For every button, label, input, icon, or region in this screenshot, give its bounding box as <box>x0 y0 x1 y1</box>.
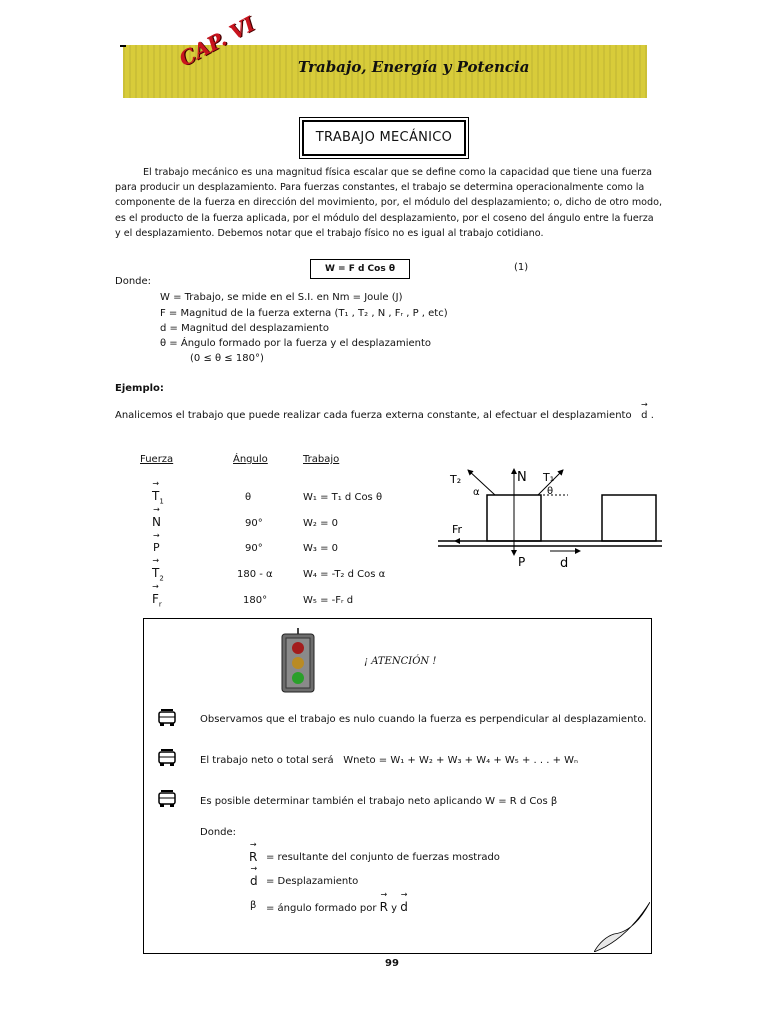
def-text-d: = Desplazamiento <box>266 876 359 887</box>
angle-value: θ <box>245 492 252 503</box>
page-number: 99 <box>385 958 399 969</box>
d-vector: → d <box>250 874 258 888</box>
label-p: P <box>518 555 526 569</box>
d-vector: → d <box>400 900 408 914</box>
example-end: . <box>650 410 654 421</box>
car-icon <box>157 708 177 728</box>
definition-theta: θ = Ángulo formado por la fuerza y el desplazamiento <box>160 338 431 349</box>
note-2-prefix: El trabajo neto o total será <box>200 755 334 766</box>
section-title <box>302 120 466 156</box>
label-d: d <box>560 556 569 571</box>
example-sentence: Analicemos el trabajo que puede realizar cada fuerza externa constante, al efectuar el desplazamiento <box>115 410 632 421</box>
attention-donde: Donde: <box>200 827 237 838</box>
work-value: W₂ = 0 <box>303 518 338 529</box>
work-value: W₃ = 0 <box>303 543 338 554</box>
col-fuerza: Fuerza <box>140 454 174 465</box>
attention-note-1: Observamos que el trabajo es nulo cuando la fuerza es perpendicular al desplazamiento. <box>200 714 647 725</box>
definition-f: F = Magnitud de la fuerza externa (T₁ , T₂ , N , Fᵣ , P , etc) <box>160 308 448 319</box>
work-value: W₅ = -Fᵣ d <box>303 595 354 606</box>
force-sub: r <box>158 600 162 609</box>
formula-number: (1) <box>514 262 529 273</box>
car-icon <box>157 789 177 809</box>
intro-line: es el producto de la fuerza aplicada, por el módulo del desplazamiento, por el coseno del ángulo entre la fuerza <box>115 212 654 224</box>
force-sub: 1 <box>159 497 164 506</box>
and-word: y <box>391 903 398 914</box>
angle-value: 180 - α <box>237 569 273 580</box>
net-work-formula: Wneto = W₁ + W₂ + W₃ + W₄ + W₅ + . . . + Wₙ <box>343 755 579 766</box>
example-text <box>115 410 654 421</box>
work-formula: W = F d Cos θ <box>310 259 410 279</box>
col-trabajo: Trabajo <box>303 454 340 465</box>
force-symbol: → T <box>152 566 159 580</box>
def-beta-text: = ángulo formado por <box>266 903 377 914</box>
intro-line: y el desplazamiento. Debemos notar que el trabajo físico no es igual al trabajo cotidiano. <box>115 227 544 239</box>
attention-title: ¡ ATENCIÓN ! <box>364 656 437 667</box>
example-heading: Ejemplo: <box>115 383 164 394</box>
label-alpha: α <box>473 487 480 498</box>
r-vector: → R <box>380 900 388 914</box>
angle-value: 90° <box>245 543 263 554</box>
donde-label: Donde: <box>115 276 152 287</box>
def-text-r: = resultante del conjunto de fuerzas mostrado <box>266 852 500 863</box>
table-row <box>152 566 164 582</box>
d-vector: → d <box>641 410 647 421</box>
work-value: W₁ = T₁ d Cos θ <box>303 492 383 503</box>
chapter-label: CAP. VI <box>175 11 259 72</box>
section-title-text: TRABAJO MECÁNICO <box>315 130 453 145</box>
block-end <box>602 495 656 541</box>
traffic-light-icon <box>279 628 317 696</box>
force-sub: 2 <box>159 574 164 583</box>
definition-d: d = Magnitud del desplazamiento <box>160 323 329 334</box>
def-text-beta <box>266 900 408 914</box>
page-curl <box>594 902 650 952</box>
car-icon <box>157 748 177 768</box>
r-vector: → R <box>249 850 257 864</box>
work-value: W₄ = -T₂ d Cos α <box>303 569 386 580</box>
force-diagram <box>430 455 670 575</box>
definition-range: (0 ≤ θ ≤ 180°) <box>190 353 264 364</box>
label-t1: T₁ <box>543 471 555 484</box>
intro-line: para producir un desplazamiento. Para fuerzas constantes, el trabajo se determina operacionalmente como la <box>115 182 645 194</box>
table-row <box>152 515 161 529</box>
def-symbol-beta: β <box>250 900 257 911</box>
chapter-title: Trabajo, Energía y Potencia <box>298 58 530 76</box>
force-symbol: → F <box>152 592 159 606</box>
table-row <box>153 541 160 554</box>
force-symbol: → P <box>153 541 160 554</box>
intro-line: El trabajo mecánico es una magnitud física escalar que se define como la capacidad que tiene una fuerza <box>143 167 652 178</box>
attention-note-2 <box>200 755 578 766</box>
angle-value: 180° <box>243 595 268 606</box>
force-symbol: → N <box>152 515 161 529</box>
label-n: N <box>517 470 527 485</box>
def-symbol-d <box>250 874 258 888</box>
force-symbol: → T <box>152 489 159 503</box>
attention-note-3: Es posible determinar también el trabajo neto aplicando W = R d Cos β <box>200 796 558 807</box>
banner-mark <box>120 45 126 47</box>
label-t2: T₂ <box>450 473 462 486</box>
angle-value: 90° <box>245 518 263 529</box>
label-theta: θ <box>547 486 554 497</box>
def-symbol-r <box>249 850 257 864</box>
intro-paragraph <box>115 165 670 241</box>
table-row <box>152 592 162 608</box>
table-row <box>152 489 164 505</box>
intro-line: componente de la fuerza en dirección del movimiento, por, el módulo del desplazamiento; o, dicho de otro modo, <box>115 197 663 209</box>
definition-w: W = Trabajo, se mide en el S.I. en Nm = Joule (J) <box>160 292 403 303</box>
label-fr: Fr <box>452 523 463 536</box>
col-angulo: Ángulo <box>233 454 268 465</box>
